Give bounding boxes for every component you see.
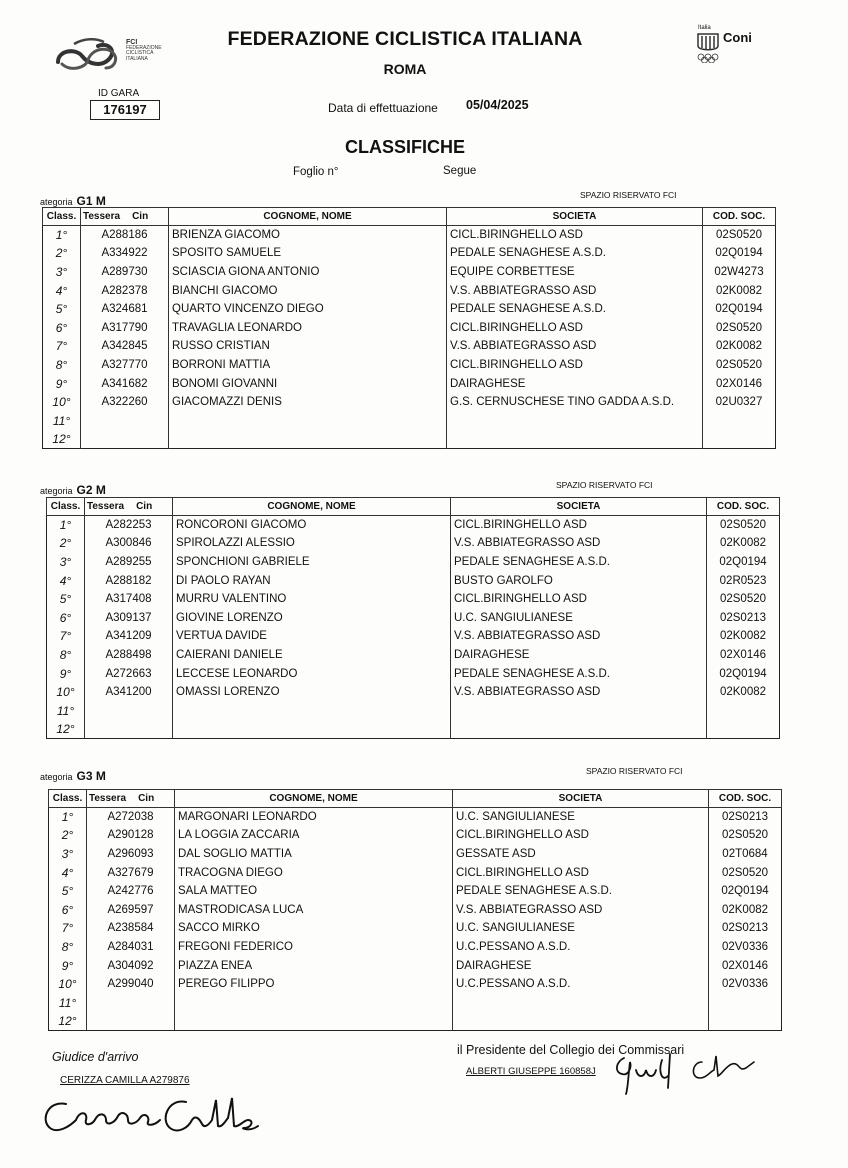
federation-title: FEDERAZIONE CICLISTICA ITALIANA — [227, 28, 583, 50]
coni-italia: Italia — [698, 25, 711, 31]
nome-cell: RUSSO CRISTIAN — [169, 337, 447, 356]
nome-cell — [175, 993, 453, 1012]
giudice-signature — [36, 1090, 266, 1138]
cod-soc-cell: 02V0336 — [721, 940, 769, 953]
cod-soc-cell: 02Q0194 — [721, 885, 769, 898]
table-row — [43, 411, 776, 430]
cod-soc-cell: 02S0520 — [715, 229, 763, 242]
tessera-cell: A317790 — [81, 318, 169, 337]
societa-cell: PEDALE SENAGHESE A.S.D. — [447, 244, 703, 263]
nome-cell: VERTUA DAVIDE — [173, 627, 451, 646]
table-row — [49, 919, 782, 938]
nome-cell — [173, 720, 451, 739]
societa-cell: V.S. ABBIATEGRASSO ASD — [447, 337, 703, 356]
position-cell: 2° — [43, 244, 81, 263]
nome-cell: SACCO MIRKO — [175, 919, 453, 938]
cod-soc-cell: 02S0213 — [721, 811, 769, 824]
cod-soc-cell: 02X0146 — [715, 377, 763, 390]
nome-cell: QUARTO VINCENZO DIEGO — [169, 300, 447, 319]
tessera-cell — [87, 993, 175, 1012]
position-cell: 4° — [49, 863, 87, 882]
fci-line-1: FEDERAZIONE — [126, 44, 162, 51]
cod-soc-cell: 02R0523 — [719, 574, 767, 587]
nome-cell: MARGONARI LEONARDO — [175, 808, 453, 827]
category-label — [40, 194, 106, 208]
header-cin: Cin — [138, 793, 155, 804]
tessera-cell: A269597 — [87, 900, 175, 919]
fci-line-2: CICLISTICA — [126, 50, 154, 56]
nome-cell: TRAVAGLIA LEONARDO — [169, 318, 447, 337]
table-row — [43, 337, 776, 356]
header-cin: Cin — [132, 211, 149, 222]
table-row — [47, 534, 780, 553]
table-row — [47, 627, 780, 646]
header-societa: SOCIETA — [451, 498, 707, 516]
tessera-cell: A272038 — [87, 808, 175, 827]
header-tessera: Tessera — [89, 793, 127, 804]
position-cell: 8° — [49, 938, 87, 957]
societa-cell — [451, 701, 707, 720]
position-cell: 11° — [47, 701, 85, 720]
header-cod: COD. SOC. — [709, 790, 782, 808]
tessera-cell: A289730 — [81, 263, 169, 282]
nome-cell: GIACOMAZZI DENIS — [169, 393, 447, 412]
tessera-cell: A288498 — [85, 646, 173, 665]
societa-cell: V.S. ABBIATEGRASSO ASD — [453, 900, 709, 919]
table-header-row — [47, 498, 780, 516]
societa-cell: V.S. ABBIATEGRASSO ASD — [451, 627, 707, 646]
cod-soc-cell: 02Q0194 — [719, 667, 767, 680]
position-cell: 8° — [43, 356, 81, 375]
header-class: Class. — [49, 790, 87, 808]
table-row — [43, 374, 776, 393]
cod-soc-cell — [703, 430, 776, 449]
header-class: Class. — [47, 498, 85, 516]
tessera-cell: A341209 — [85, 627, 173, 646]
table-row — [47, 701, 780, 720]
cod-soc-cell: 02K0082 — [721, 903, 769, 916]
position-cell: 12° — [43, 430, 81, 449]
coni-emblem-icon — [696, 32, 720, 54]
header-cod: COD. SOC. — [703, 208, 776, 226]
category-prefix: ategoria — [40, 772, 73, 782]
cod-soc-cell: 02K0082 — [715, 284, 763, 297]
table-row — [49, 993, 782, 1012]
fci-logo-icon — [52, 34, 122, 74]
table-row — [49, 956, 782, 975]
table-row — [43, 226, 776, 245]
results-table — [48, 789, 782, 1031]
societa-cell: PEDALE SENAGHESE A.S.D. — [453, 882, 709, 901]
cod-soc-cell: 02Q0194 — [715, 247, 763, 260]
table-row — [47, 516, 780, 535]
cod-soc-cell: 02V0336 — [721, 978, 769, 991]
cod-soc-cell: 02S0520 — [715, 321, 763, 334]
societa-cell: V.S. ABBIATEGRASSO ASD — [451, 683, 707, 702]
cod-soc-cell: 02S0213 — [721, 922, 769, 935]
giudice-label: Giudice d'arrivo — [52, 1050, 139, 1064]
position-cell: 11° — [43, 411, 81, 430]
header-tessera-cin — [81, 208, 169, 226]
cod-soc-cell — [709, 1012, 782, 1031]
tessera-cell — [85, 720, 173, 739]
position-cell: 9° — [49, 956, 87, 975]
tessera-cell: A284031 — [87, 938, 175, 957]
tessera-cell: A334922 — [81, 244, 169, 263]
nome-cell: BIANCHI GIACOMO — [169, 281, 447, 300]
societa-cell: CICL.BIRINGHELLO ASD — [451, 590, 707, 609]
header-societa: SOCIETA — [453, 790, 709, 808]
cod-soc-cell: 02U0327 — [715, 396, 763, 409]
position-cell: 2° — [49, 826, 87, 845]
position-cell: 5° — [47, 590, 85, 609]
cod-soc-cell: 02K0082 — [719, 686, 767, 699]
header-tessera: Tessera — [87, 501, 125, 512]
societa-cell: CICL.BIRINGHELLO ASD — [447, 356, 703, 375]
societa-cell: CICL.BIRINGHELLO ASD — [453, 863, 709, 882]
position-cell: 1° — [43, 226, 81, 245]
table-row — [49, 826, 782, 845]
tessera-cell: A238584 — [87, 919, 175, 938]
position-cell: 7° — [49, 919, 87, 938]
cod-soc-cell: 02X0146 — [719, 648, 767, 661]
position-cell: 8° — [47, 646, 85, 665]
table-row — [49, 1012, 782, 1031]
cod-soc-cell — [703, 411, 776, 430]
position-cell: 3° — [47, 553, 85, 572]
position-cell: 10° — [47, 683, 85, 702]
nome-cell: SPOSITO SAMUELE — [169, 244, 447, 263]
societa-cell: V.S. ABBIATEGRASSO ASD — [451, 534, 707, 553]
societa-cell: EQUIPE CORBETTESE — [447, 263, 703, 282]
fci-logo-text — [126, 40, 186, 62]
nome-cell: PEREGO FILIPPO — [175, 975, 453, 994]
societa-cell — [447, 430, 703, 449]
presidente-signature — [610, 1048, 760, 1098]
olympic-rings-icon — [696, 53, 720, 63]
results-table — [42, 207, 776, 449]
position-cell: 6° — [43, 318, 81, 337]
societa-cell — [453, 993, 709, 1012]
header-tessera-cin — [85, 498, 173, 516]
id-gara-value: 176197 — [90, 100, 160, 120]
header-tessera-cin — [87, 790, 175, 808]
position-cell: 9° — [47, 664, 85, 683]
category-label — [40, 769, 106, 783]
table-row — [43, 356, 776, 375]
nome-cell: MURRU VALENTINO — [173, 590, 451, 609]
nome-cell: LECCESE LEONARDO — [173, 664, 451, 683]
header-nome: COGNOME, NOME — [175, 790, 453, 808]
position-cell: 4° — [43, 281, 81, 300]
position-cell: 1° — [47, 516, 85, 535]
id-gara-label: ID GARA — [98, 88, 140, 99]
spazio-riservato-label: SPAZIO RISERVATO FCI — [586, 766, 683, 776]
nome-cell: FREGONI FEDERICO — [175, 938, 453, 957]
nome-cell: LA LOGGIA ZACCARIA — [175, 826, 453, 845]
coni-logo — [694, 22, 774, 66]
societa-cell: CICL.BIRINGHELLO ASD — [447, 318, 703, 337]
societa-cell: DAIRAGHESE — [453, 956, 709, 975]
societa-cell: U.C. SANGIULIANESE — [451, 608, 707, 627]
position-cell: 10° — [49, 975, 87, 994]
cod-soc-cell: 02S0213 — [719, 611, 767, 624]
date-label: Data di effettuazione — [328, 101, 438, 115]
table-header-row — [43, 208, 776, 226]
position-cell: 2° — [47, 534, 85, 553]
position-cell: 5° — [49, 882, 87, 901]
table-header-row — [49, 790, 782, 808]
results-table — [46, 497, 780, 739]
tessera-cell: A327679 — [87, 863, 175, 882]
category-prefix: ategoria — [40, 486, 73, 496]
tessera-cell: A299040 — [87, 975, 175, 994]
cod-soc-cell: 02X0146 — [721, 959, 769, 972]
tessera-cell: A322260 — [81, 393, 169, 412]
position-cell: 4° — [47, 571, 85, 590]
societa-cell: CICL.BIRINGHELLO ASD — [447, 226, 703, 245]
nome-cell: MASTRODICASA LUCA — [175, 900, 453, 919]
tessera-cell: A296093 — [87, 845, 175, 864]
table-row — [49, 863, 782, 882]
tessera-cell: A304092 — [87, 956, 175, 975]
nome-cell: PIAZZA ENEA — [175, 956, 453, 975]
cod-soc-cell: 02Q0194 — [719, 555, 767, 568]
nome-cell: GIOVINE LORENZO — [173, 608, 451, 627]
table-row — [49, 808, 782, 827]
nome-cell — [173, 701, 451, 720]
section-title: CLASSIFICHE — [344, 137, 465, 157]
tessera-cell: A290128 — [87, 826, 175, 845]
table-row — [43, 244, 776, 263]
position-cell: 7° — [43, 337, 81, 356]
cod-soc-cell — [707, 701, 780, 720]
nome-cell — [169, 430, 447, 449]
tessera-cell: A288182 — [85, 571, 173, 590]
category-label — [40, 483, 106, 497]
societa-cell: U.C.PESSANO A.S.D. — [453, 938, 709, 957]
table-row — [49, 882, 782, 901]
nome-cell — [175, 1012, 453, 1031]
header-tessera: Tessera — [83, 211, 121, 222]
nome-cell: SALA MATTEO — [175, 882, 453, 901]
societa-cell: BUSTO GAROLFO — [451, 571, 707, 590]
position-cell: 3° — [43, 263, 81, 282]
category-name: G3 M — [76, 769, 106, 783]
table-row — [43, 300, 776, 319]
societa-cell — [451, 720, 707, 739]
tessera-cell: A341682 — [81, 374, 169, 393]
position-cell: 9° — [43, 374, 81, 393]
table-row — [47, 571, 780, 590]
table-row — [47, 664, 780, 683]
presidente-label: il Presidente del Collegio dei Commissari — [457, 1043, 685, 1057]
category-prefix: ategoria — [40, 197, 73, 207]
table-row — [43, 430, 776, 449]
date-value: 05/04/2025 — [466, 98, 529, 112]
header-nome: COGNOME, NOME — [169, 208, 447, 226]
cod-soc-cell — [709, 993, 782, 1012]
tessera-cell: A300846 — [85, 534, 173, 553]
societa-cell: U.C. SANGIULIANESE — [453, 919, 709, 938]
table-row — [47, 553, 780, 572]
giudice-name: CERIZZA CAMILLA A279876 — [60, 1075, 190, 1086]
cod-soc-cell: 02S0520 — [721, 866, 769, 879]
tessera-cell: A242776 — [87, 882, 175, 901]
table-row — [49, 845, 782, 864]
position-cell: 3° — [49, 845, 87, 864]
tessera-cell: A317408 — [85, 590, 173, 609]
table-row — [47, 683, 780, 702]
nome-cell: SCIASCIA GIONA ANTONIO — [169, 263, 447, 282]
table-row — [47, 608, 780, 627]
category-name: G2 M — [76, 483, 106, 497]
fci-abbrev: FCI — [126, 39, 138, 46]
position-cell: 6° — [47, 608, 85, 627]
tessera-cell: A327770 — [81, 356, 169, 375]
societa-cell: CICL.BIRINGHELLO ASD — [451, 516, 707, 535]
societa-cell: PEDALE SENAGHESE A.S.D. — [451, 664, 707, 683]
tessera-cell: A282253 — [85, 516, 173, 535]
position-cell: 6° — [49, 900, 87, 919]
header-cin: Cin — [136, 501, 153, 512]
societa-cell: PEDALE SENAGHESE A.S.D. — [447, 300, 703, 319]
societa-cell: GESSATE ASD — [453, 845, 709, 864]
tessera-cell: A282378 — [81, 281, 169, 300]
header-class: Class. — [43, 208, 81, 226]
nome-cell: DI PAOLO RAYAN — [173, 571, 451, 590]
nome-cell: RONCORONI GIACOMO — [173, 516, 451, 535]
societa-cell: PEDALE SENAGHESE A.S.D. — [451, 553, 707, 572]
nome-cell: BORRONI MATTIA — [169, 356, 447, 375]
coni-text: Coni — [723, 30, 752, 45]
cod-soc-cell: 02Q0194 — [715, 303, 763, 316]
nome-cell: SPIROLAZZI ALESSIO — [173, 534, 451, 553]
tessera-cell: A342845 — [81, 337, 169, 356]
position-cell: 10° — [43, 393, 81, 412]
tessera-cell: A289255 — [85, 553, 173, 572]
presidente-name: ALBERTI GIUSEPPE 160858J — [466, 1066, 596, 1077]
societa-cell: DAIRAGHESE — [447, 374, 703, 393]
societa-cell: G.S. CERNUSCHESE TINO GADDA A.S.D. — [447, 393, 703, 412]
societa-cell — [447, 411, 703, 430]
tessera-cell — [85, 701, 173, 720]
header-nome: COGNOME, NOME — [173, 498, 451, 516]
nome-cell: BONOMI GIOVANNI — [169, 374, 447, 393]
position-cell: 11° — [49, 993, 87, 1012]
cod-soc-cell: 02S0520 — [715, 358, 763, 371]
nome-cell: TRACOGNA DIEGO — [175, 863, 453, 882]
societa-cell: DAIRAGHESE — [451, 646, 707, 665]
cod-soc-cell: 02W4273 — [714, 265, 764, 278]
cod-soc-cell — [707, 720, 780, 739]
position-cell: 5° — [43, 300, 81, 319]
position-cell: 1° — [49, 808, 87, 827]
tessera-cell — [87, 1012, 175, 1031]
cod-soc-cell: 02S0520 — [719, 593, 767, 606]
position-cell: 12° — [47, 720, 85, 739]
tessera-cell — [81, 411, 169, 430]
nome-cell — [169, 411, 447, 430]
position-cell: 7° — [47, 627, 85, 646]
cod-soc-cell: 02T0684 — [722, 847, 768, 860]
table-row — [49, 938, 782, 957]
tessera-cell: A309137 — [85, 608, 173, 627]
header-societa: SOCIETA — [447, 208, 703, 226]
table-row — [49, 900, 782, 919]
tessera-cell: A288186 — [81, 226, 169, 245]
societa-cell: U.C. SANGIULIANESE — [453, 808, 709, 827]
nome-cell: SPONCHIONI GABRIELE — [173, 553, 451, 572]
foglio-label: Foglio n° — [293, 166, 339, 178]
societa-cell: V.S. ABBIATEGRASSO ASD — [447, 281, 703, 300]
header-cod: COD. SOC. — [707, 498, 780, 516]
fci-line-3: ITALIANA — [126, 55, 148, 62]
cod-soc-cell: 02S0520 — [719, 519, 767, 532]
table-row — [43, 281, 776, 300]
segue-label: Segue — [443, 165, 477, 177]
tessera-cell: A272663 — [85, 664, 173, 683]
nome-cell: CAIERANI DANIELE — [173, 646, 451, 665]
table-row — [49, 975, 782, 994]
table-row — [47, 720, 780, 739]
table-row — [43, 393, 776, 412]
tessera-cell: A341200 — [85, 683, 173, 702]
cod-soc-cell: 02K0082 — [715, 340, 763, 353]
nome-cell: BRIENZA GIACOMO — [169, 226, 447, 245]
tessera-cell: A324681 — [81, 300, 169, 319]
spazio-riservato-label: SPAZIO RISERVATO FCI — [580, 190, 677, 200]
nome-cell: OMASSI LORENZO — [173, 683, 451, 702]
cod-soc-cell: 02K0082 — [719, 630, 767, 643]
table-row — [43, 263, 776, 282]
societa-cell: CICL.BIRINGHELLO ASD — [453, 826, 709, 845]
nome-cell: DAL SOGLIO MATTIA — [175, 845, 453, 864]
position-cell: 12° — [49, 1012, 87, 1031]
societa-cell — [453, 1012, 709, 1031]
societa-cell: U.C.PESSANO A.S.D. — [453, 975, 709, 994]
table-row — [47, 590, 780, 609]
category-name: G1 M — [76, 194, 106, 208]
table-row — [43, 318, 776, 337]
cod-soc-cell: 02S0520 — [721, 829, 769, 842]
spazio-riservato-label: SPAZIO RISERVATO FCI — [556, 480, 653, 490]
city-label: ROMA — [383, 61, 427, 77]
table-row — [47, 646, 780, 665]
tessera-cell — [81, 430, 169, 449]
cod-soc-cell: 02K0082 — [719, 537, 767, 550]
